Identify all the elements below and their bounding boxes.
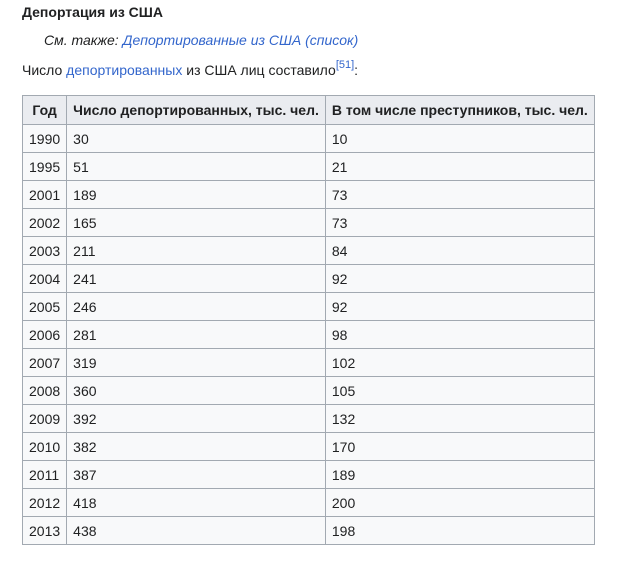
cell-deported: 241 (67, 265, 326, 293)
see-also-link[interactable]: Депортированные из США (список) (122, 32, 359, 48)
header-criminals: В том числе преступников, тыс. чел. (325, 96, 594, 125)
table-row (23, 405, 595, 433)
cell-deported: 392 (67, 405, 326, 433)
cell-criminals: 200 (325, 489, 594, 517)
cell-criminals: 10 (325, 125, 594, 153)
intro-text-after: из США лиц составило (182, 62, 336, 78)
deportation-table (22, 95, 595, 545)
table-row (23, 293, 595, 321)
cell-deported: 30 (67, 125, 326, 153)
cell-year: 2004 (23, 265, 67, 293)
cell-deported: 319 (67, 349, 326, 377)
cell-year: 2006 (23, 321, 67, 349)
cell-year: 1995 (23, 153, 67, 181)
cell-deported: 387 (67, 461, 326, 489)
cell-year: 2002 (23, 209, 67, 237)
cell-year: 2013 (23, 517, 67, 545)
cell-year: 2003 (23, 237, 67, 265)
cell-criminals: 92 (325, 293, 594, 321)
table-row (23, 153, 595, 181)
table-row (23, 125, 595, 153)
table-header-row (23, 96, 595, 125)
cell-criminals: 132 (325, 405, 594, 433)
header-deported: Число депортированных, тыс. чел. (67, 96, 326, 125)
cell-criminals: 73 (325, 209, 594, 237)
table-row (23, 209, 595, 237)
cell-year: 2012 (23, 489, 67, 517)
see-also-hatnote (44, 31, 358, 49)
cell-year: 2010 (23, 433, 67, 461)
table-row (23, 517, 595, 545)
cell-year: 2007 (23, 349, 67, 377)
cell-criminals: 73 (325, 181, 594, 209)
cell-criminals: 102 (325, 349, 594, 377)
table-row (23, 377, 595, 405)
table-row (23, 181, 595, 209)
cell-year: 1990 (23, 125, 67, 153)
cell-deported: 382 (67, 433, 326, 461)
hatnote-prefix: См. также: (44, 32, 123, 48)
cell-criminals: 170 (325, 433, 594, 461)
table-row (23, 321, 595, 349)
intro-text-before: Число (22, 62, 67, 78)
table-row (23, 489, 595, 517)
cell-year: 2009 (23, 405, 67, 433)
intro-paragraph (22, 61, 358, 79)
table-body (23, 125, 595, 545)
table-row (23, 265, 595, 293)
cell-year: 2001 (23, 181, 67, 209)
table-row (23, 461, 595, 489)
table-row (23, 433, 595, 461)
cell-deported: 165 (67, 209, 326, 237)
reference-link[interactable]: [51] (335, 59, 355, 72)
cell-deported: 211 (67, 237, 326, 265)
cell-year: 2005 (23, 293, 67, 321)
cell-deported: 246 (67, 293, 326, 321)
cell-criminals: 84 (325, 237, 594, 265)
cell-deported: 281 (67, 321, 326, 349)
deported-link[interactable]: депортированных (66, 62, 183, 78)
section-heading: Депортация из США (22, 4, 163, 20)
cell-year: 2011 (23, 461, 67, 489)
cell-deported: 418 (67, 489, 326, 517)
cell-criminals: 98 (325, 321, 594, 349)
header-year: Год (23, 96, 67, 125)
cell-deported: 438 (67, 517, 326, 545)
intro-text-end: : (354, 62, 359, 78)
cell-criminals: 21 (325, 153, 594, 181)
cell-criminals: 189 (325, 461, 594, 489)
table-row (23, 237, 595, 265)
cell-deported: 51 (67, 153, 326, 181)
cell-deported: 189 (67, 181, 326, 209)
cell-year: 2008 (23, 377, 67, 405)
cell-deported: 360 (67, 377, 326, 405)
cell-criminals: 198 (325, 517, 594, 545)
table-row (23, 349, 595, 377)
cell-criminals: 105 (325, 377, 594, 405)
cell-criminals: 92 (325, 265, 594, 293)
